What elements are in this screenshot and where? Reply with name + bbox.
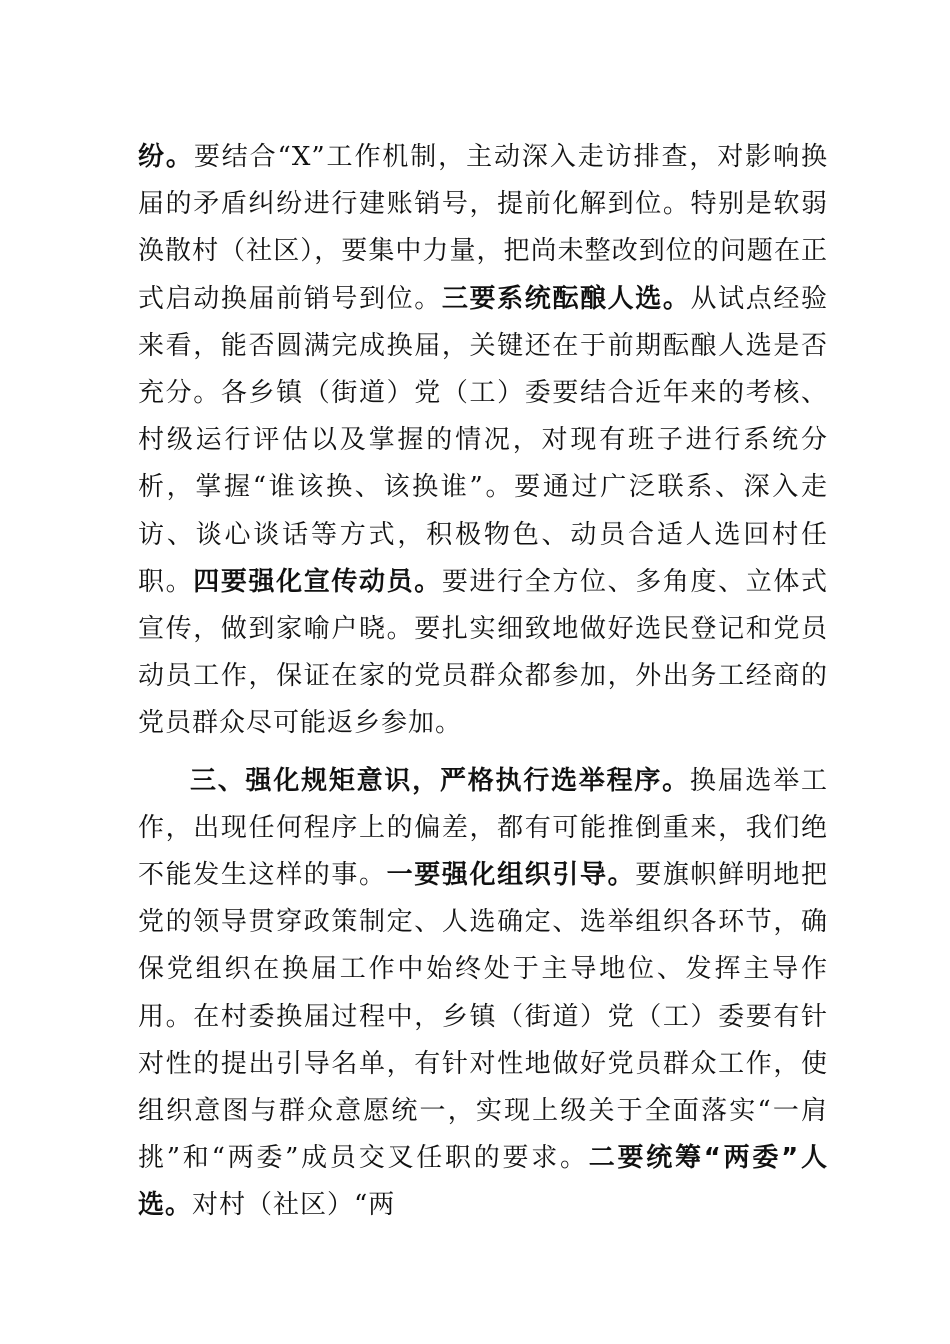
paragraph-2: [138, 758, 828, 1230]
point-two-heading: 二要统筹“两委”人选。: [138, 1143, 828, 1221]
point-one-heading: 一要强化组织引导。: [386, 860, 636, 891]
point-three-heading: 三要系统酝酿人选。: [441, 283, 691, 314]
body-text: 要结合“X”工作机制，主动深入走访排查，对影响换届的矛盾纠纷进行建账销号，提前化解到位。特别是软弱涣散村（社区），要集中力量，把尚未整改到位的问题在正式启动换届前销号到位。: [138, 142, 828, 314]
body-text: 对村（社区）“两: [192, 1190, 396, 1221]
body-text: 要进行全方位、多角度、立体式宣传，做到家喻户晓。要扎实细致地做好选民登记和党员动员工作，保证在家的党员群众都参加，外出务工经商的党员群众尽可能返乡参加。: [138, 566, 828, 739]
body-text: 换届选举工作，出现任何程序上的偏差，都有可能推倒重来，我们绝不能发生这样的事。: [138, 765, 828, 891]
body-text: 从试点经验来看，能否圆满完成换届，关键还在于前期酝酿人选是否充分。各乡镇（街道）党（工）委要结合近年来的考核、村级运行评估以及掌握的情况，对现有班子进行系统分析，掌握“谁该换、该换谁”。要通过广泛联系、深入走访、谈心谈话等方式，积极物色、动员合适人选回村任职。: [138, 283, 828, 597]
body-text: 要旗帜鲜明地把党的领导贯穿政策制定、人选确定、选举组织各环节，确保党组织在换届工作中始终处于主导地位、发挥主导作用。在村委换届过程中，乡镇（街道）党（工）委要有针对性的提出引导名单，有针对性地做好党员群众工作，使组织意图与群众意愿统一，实现上级关于全面落实“一肩挑”和“两委”成员交叉任职的要求。: [138, 860, 828, 1174]
document-body: [138, 134, 828, 1230]
section-three-heading: 三、强化规矩意识，严格执行选举程序。: [190, 765, 690, 796]
bold-fragment: 纷。: [138, 142, 194, 172]
point-four-heading: 四要强化宣传动员。: [193, 566, 442, 597]
paragraph-1: [138, 134, 828, 748]
